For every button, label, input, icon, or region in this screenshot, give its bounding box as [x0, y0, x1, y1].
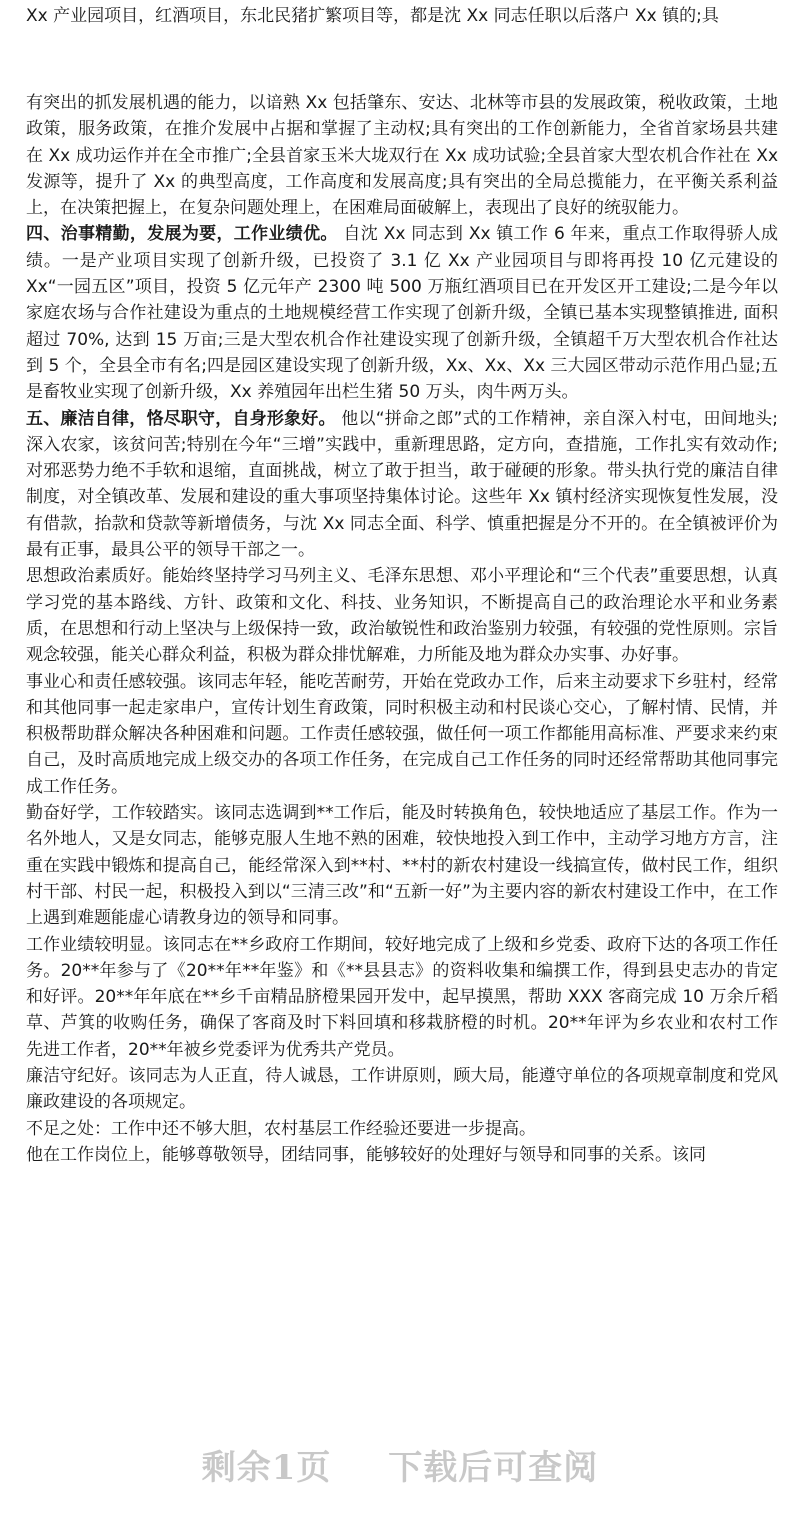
paragraph-8	[26, 1063, 778, 1116]
paragraph-6	[26, 800, 778, 931]
download-hint-label[interactable]: 下载后可查阅	[388, 1448, 599, 1488]
paragraph-10-text: 他在工作岗位上，能够尊敬领导，团结同事，能够较好的处理好与领导和同事的关系。该同	[26, 1144, 706, 1165]
section-heading-4: 四、治事精勤，发展为要，工作业绩优。	[26, 224, 338, 245]
top-partial-line: Xx 产业园项目，红酒项目，东北民猪扩繁项目等，都是沈 Xx 同志任职以后落户 Xx 镇的;具	[26, 6, 719, 26]
paragraph-10	[26, 1142, 778, 1168]
paragraph-6-text: 勤奋好学，工作较踏实。该同志选调到**工作后，能及时转换角色，较快地适应了基层工作。作为一名外地人，又是女同志，能够克服人生地不熟的困难，较快地投入到工作中，主动学习地方方言，注重在实践中锻炼和提高自己，能经常深入到**村、**村的新农村建设一线搞宣传，做村民工作，组织村干部、村民一起，积极投入到以“三清三改”和“五新一好”为主要内容的新农村建设工作中，在工作上遇到难题能虚心请教身边的领导和同事。	[26, 803, 778, 929]
paragraph-9	[26, 1116, 778, 1142]
paragraph-2-text: 自沈 Xx 同志到 Xx 镇工作 6 年来，重点工作取得骄人成绩。一是产业项目实现了创新升级，已投资了 3.1 亿 Xx 产业园项目与即将再投 10 亿元建设的 Xx“一园五区”项目，投资 5 亿元年产 2300 吨 500 万瓶红酒项目已在开发区开工建设;二是今年以家庭农场与合作社建设为重点的土地规模经营工作实现了创新升级，全镇已基本实现整镇推进, 面积超过 70%, 达到 15 万亩;三是大型农机合作社建设实现了创新升级，全镇超千万大型农机合作社达到 5 个，全县全市有名;四是园区建设实现了创新升级，Xx、Xx、Xx 三大园区带动示范作用凸显;五是畜牧业实现了创新升级，Xx 养殖园年出栏生猪 50 万头，肉牛两万头。	[26, 224, 778, 403]
remaining-pages-label: 剩余1页	[201, 1448, 332, 1488]
paragraph-3-text: 他以“拼命之郎”式的工作精神，亲自深入村屯，田间地头;深入农家，该贫问苦;特别在今年“三增”实践中，重新理思路，定方向，查措施，工作扎实有效动作;对邪恶势力绝不手软和退缩，直面挑战，树立了敢于担当，敢于碰硬的形象。带头执行党的廉洁自律制度，对全镇改革、发展和建设的重大事项坚持集体讨论。这些年 Xx 镇村经济实现恢复性发展，没有借款，抬款和贷款等新增债务，与沈 Xx 同志全面、科学、慎重把握是分不开的。在全镇被评价为最有正事，最具公平的领导干部之一。	[26, 408, 778, 561]
paragraph-4-text: 思想政治素质好。能始终坚持学习马列主义、毛泽东思想、邓小平理论和“三个代表”重要思想，认真学习党的基本路线、方针、政策和文化、科技、业务知识，不断提高自己的政治理论水平和业务素质，在思想和行动上坚决与上级保持一致，政治敏锐性和政治鉴别力较强，有较强的党性原则。宗旨观念较强，能关心群众利益，积极为群众排忧解难，力所能及地为群众办实事、办好事。	[26, 566, 778, 666]
paragraph-9-text: 不足之处：工作中还不够大胆，农村基层工作经验还要进一步提高。	[26, 1118, 536, 1139]
paragraph-3	[26, 406, 778, 564]
paragraph-2	[26, 221, 778, 405]
download-prompt[interactable]	[0, 1440, 800, 1500]
paragraph-7	[26, 932, 778, 1063]
section-heading-5: 五、廉洁自律，恪尽职守，自身形象好。	[26, 408, 336, 429]
paragraph-1	[26, 90, 778, 221]
paragraph-5-text: 事业心和责任感较强。该同志年轻，能吃苦耐劳，开始在党政办工作，后来主动要求下乡驻村，经常和其他同事一起走家串户，宣传计划生育政策，同时积极主动和村民谈心交心，了解村情、民情，并积极帮助群众解决各种困难和问题。工作责任感较强，做任何一项工作都能用高标准、严要求来约束自己，及时高质地完成上级交办的各项工作任务，在完成自己工作任务的同时还经常帮助其他同事完成工作任务。	[26, 671, 778, 797]
paragraph-5	[26, 669, 778, 800]
paragraph-4	[26, 563, 778, 668]
paragraph-8-text: 廉洁守纪好。该同志为人正直，待人诚恳，工作讲原则，顾大局，能遵守单位的各项规章制度和党风廉政建设的各项规定。	[26, 1065, 778, 1113]
paragraph-1-text: 有突出的抓发展机遇的能力，以谙熟 Xx 包括肇东、安达、北林等市县的发展政策，税收政策，土地政策，服务政策，在推介发展中占据和掌握了主动权;具有突出的工作创新能力，全省首家场县共建在 Xx 成功运作并在全市推广;全县首家玉米大垅双行在 Xx 成功试验;全县首家大型农机合作社在 Xx 发源等，提升了 Xx 的典型高度，工作高度和发展高度;具有突出的全局总揽能力，在平衡关系利益上，在决策把握上，在复杂问题处理上，在困难局面破解上，表现出了良好的统驭能力。	[26, 93, 778, 219]
paragraph-7-text: 工作业绩较明显。该同志在**乡政府工作期间，较好地完成了上级和乡党委、政府下达的各项工作任务。20**年参与了《20**年**年鉴》和《**县县志》的资料收集和编撰工作，得到县史志办的肯定和好评。20**年年底在**乡千亩精品脐橙果园开发中，起早摸黑，帮助 XXX 客商完成 10 万余斤稻草、芦箕的收购任务，确保了客商及时下料回填和移栽脐橙的时机。20**年评为乡农业和农村工作先进工作者，20**年被乡党委评为优秀共产党员。	[26, 934, 778, 1060]
document-body	[26, 90, 778, 1168]
